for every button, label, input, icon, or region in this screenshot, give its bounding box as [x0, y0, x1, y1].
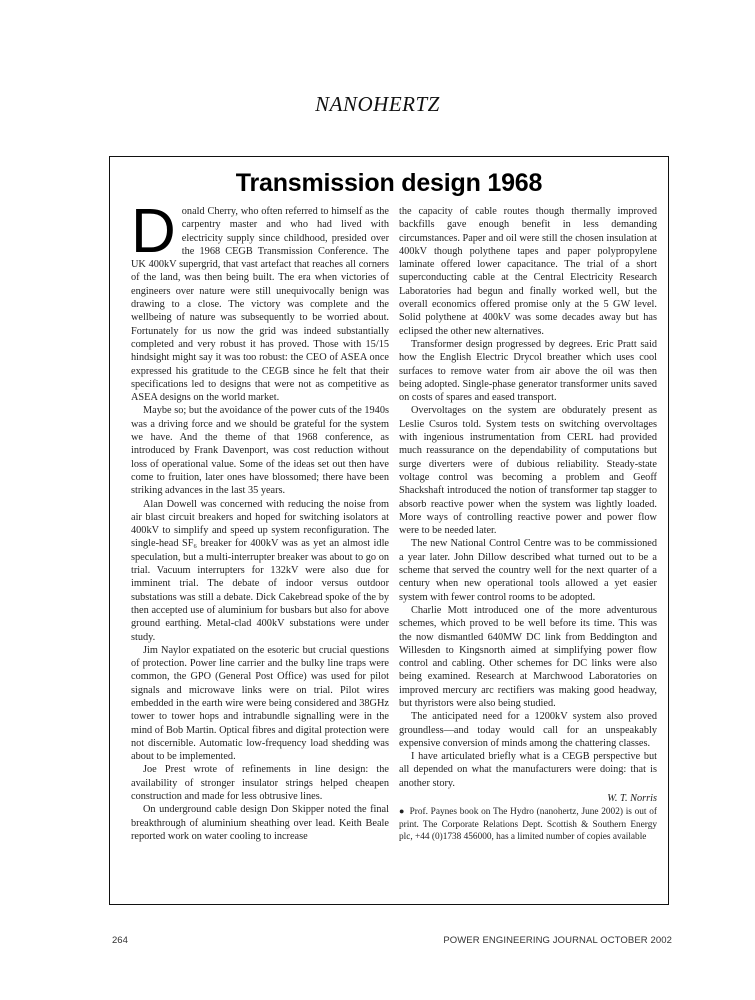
paragraph-4: Jim Naylor expatiated on the esoteric but crucial questions of protection. Power line carrier and the bulky line traps were common, the GPO (General Post Office) was used for pilot signals and microwave links were on trial. Pilot wires embedded in the earth wire were being considered and 38GHz tower to tower hops and intrabundle signalling were in the mind of Bob Martin. Optical fibres and digital protection were not discernible. Automatic low-frequency load shedding was about to be implemented.	[131, 644, 389, 763]
paragraph-13: I have articulated briefly what is a CEGB perspective but all depended on what the manufacturers were doing: that is another story.	[399, 751, 657, 789]
paragraph-12: The anticipated need for a 1200kV system also proved groundless—and today would call for an unspeakably expensive conversion of minds among the chattering classes.	[399, 711, 657, 749]
drop-cap: D	[131, 197, 176, 266]
paragraph-7: the capacity of cable routes though thermally improved backfills gave enough benefit in less demanding circumstances. Paper and oil were still the chosen insulation at 400kV though polythene tapes and paper polypropylene laminate offered lower capacitance. The trial of a short superconducting cable at the Central Electricity Research Laboratories had begun and finally worked well, but the overall economics offered promise only at the 5 GW level. Solid polythene at 400kV was some decades away but has eclipsed the other new alternatives.	[399, 206, 657, 337]
paragraph-8: Transformer design progressed by degrees. Eric Pratt said how the English Electric Drycol breather which uses cool surfaces to remove water from air above the oil was then being adopted. Single-phase generator transformer units saved on costs of spares and eased transport.	[399, 338, 657, 404]
paragraph-1: Donald Cherry, who often referred to himself as the carpentry master and who had lived with electricity supply since childhood, presided over the 1968 CEGB Transmission Conference. The UK 400kV supergrid, that vast artefact that reaches all corners of the land, was then being built. The era when victories of engineers over nature were still unequivocally benign was drawing to a close. The victory was complete and the wellbeing of nature was subsequently to be worried about. Fortunately for us now the grid was indeed substantially completed and very robust it has proved. Those with 15/15 hindsight might say it was too robust: the CEO of ASEA once expressed his gratitude to the CEGB since he felt that their specifications led to designs that were not as competitive as ASEA designs on the world market.	[131, 197, 389, 404]
right-column	[399, 205, 657, 844]
paragraph-2: Maybe so; but the avoidance of the power cuts of the 1940s was a driving force and we should be grateful for the system we have. And the theme of that 1968 conference, as introduced by Frank Davenport, was cost reduction without loss of operational value. Some of the ideas set out then have come to fruition, later ones have blossomed; there have been striking advances in the last 35 years.	[131, 405, 389, 497]
page-number: 264	[112, 935, 128, 946]
paragraph-10: The new National Control Centre was to be commissioned a year later. John Dillow described what turned out to be a scheme that served the country well for the next quarter of a century when new operational tools allowed a yet easier system with fewer control rooms to be adopted.	[399, 538, 657, 603]
bullet-icon: ●	[399, 806, 405, 817]
paragraph-9: Overvoltages on the system are obdurately present as Leslie Csuros told. System tests on switching overvoltages with ingenious instrumentation from CERL had provided much reassurance on the dependability of computations but surge diverters were of dubious reliability. Steady-state voltage control was becoming a problem and Geoff Shackshaft introduced the notion of transformer tap stagger to absorb reactive power when the system was lightly loaded. More ways of controlling reactive power and power flow were to be needed later.	[399, 405, 657, 537]
left-column	[131, 197, 389, 843]
article-box	[109, 156, 669, 905]
paragraph-3: Alan Dowell was concerned with reducing the noise from air blast circuit breakers and hoped for switching isolators at 400kV to simplify and speed up system reconfiguration. The single-head SF₆ breaker for 400kV was as yet an almost idle speculation, but a multi-interrupter breaker was about to go on trial. Vacuum interrupters for 132kV were also due for imminent trial. The debate of indoor versus outdoor substations was still a debate. Dick Cakebread spoke of the by then accepted use of aluminium for busbars but also for above ground earthing. Metal-clad 400kV substations were under study.	[131, 498, 389, 643]
paragraph-11: Charlie Mott introduced one of the more adventurous schemes, which proved to be well before its time. This was the now dismantled 640MW DC link from Beddington and Willesden to Kingsnorth aimed at simplifying power flow control and cabling. Other schemes for DC links were also being examined. Research at Marchwood Laboratories on improved mercury arc rectifiers was making good headway, but thyristors were also being studied.	[399, 604, 657, 709]
section-title: NANOHERTZ	[315, 92, 440, 116]
paragraph-5: Joe Prest wrote of refinements in line design: the availability of stronger insulator strings helped cheapen construction and made for less obtrusive lines.	[131, 764, 389, 803]
paragraph-6: On underground cable design Don Skipper noted the final breakthrough of aluminium sheathing over lead. Keith Beale reported work on water cooling to increase	[131, 804, 389, 842]
journal-footer: POWER ENGINEERING JOURNAL OCTOBER 2002	[443, 935, 672, 946]
article-title: Transmission design 1968	[235, 169, 543, 197]
footnote: ● Prof. Paynes book on The Hydro (nanohertz, June 2002) is out of print. The Corporate Relations Dept. Scottish & Southern Energy plc, +44 (0)1738 456000, has a limited number of copies available	[399, 806, 657, 843]
author-signature: W. T. Norris	[607, 793, 657, 805]
